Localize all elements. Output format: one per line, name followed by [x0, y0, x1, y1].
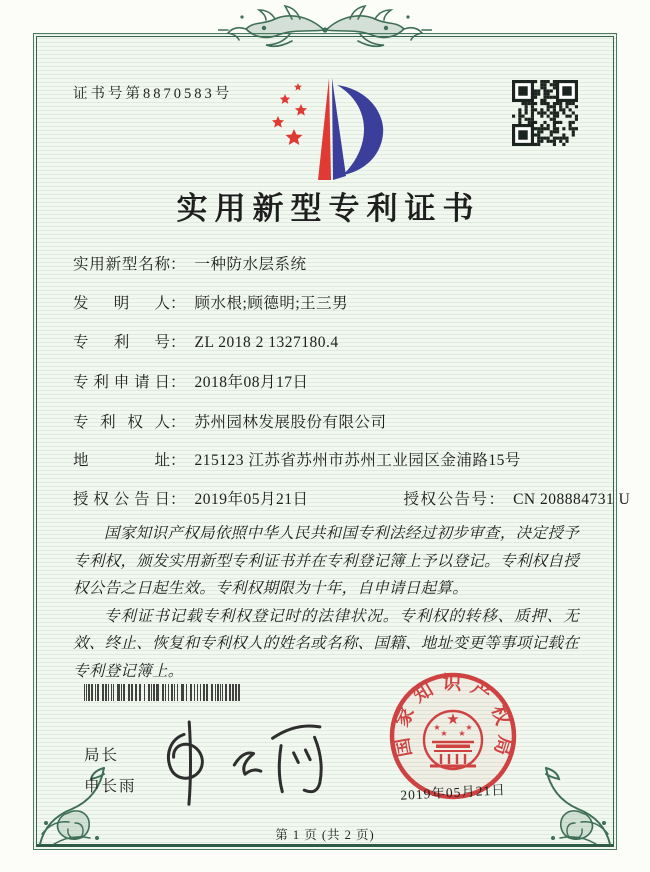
grant-number-value: CN 208884731 U [513, 491, 631, 508]
field-row-patent-number [73, 330, 581, 352]
field-colon: ： [170, 452, 186, 469]
field-row-utility-model-name [73, 252, 581, 274]
field-label: 实用新型名称 [73, 256, 170, 273]
field-colon: ： [488, 491, 505, 508]
field-colon: ： [170, 491, 186, 508]
field-row-inventors [73, 291, 581, 313]
svg-text:★: ★ [465, 723, 473, 732]
svg-text:★: ★ [446, 710, 460, 728]
svg-text:★: ★ [433, 723, 441, 732]
field-value: 苏州园林发展股份有限公司 [194, 414, 387, 431]
svg-text:★: ★ [440, 729, 448, 738]
field-row-filing-date [73, 370, 581, 392]
field-value: 215123 江苏省苏州市苏州工业园区金浦路15号 [194, 452, 521, 469]
field-row-patentee [73, 410, 581, 432]
field-value: 一种防水层系统 [194, 256, 307, 273]
seal-date: 2019年05月21日 [400, 782, 507, 803]
field-label: 地址 [73, 452, 170, 469]
field-label: 专利申请日 [73, 374, 170, 391]
field-value: 2018年08月17日 [194, 374, 309, 391]
grant-number-label: 授权公告号 [403, 491, 489, 508]
field-colon: ： [170, 295, 186, 312]
page-footer: 第 1 页 (共 2 页) [275, 828, 375, 842]
cnipa-logo-icon [252, 72, 392, 190]
field-label: 专利权人 [73, 414, 170, 431]
officer-title: 局长 [84, 747, 120, 764]
field-value: 顾水根;顾德明;王三男 [194, 295, 349, 312]
field-label: 发明人 [73, 295, 170, 312]
field-label: 授权公告日 [73, 491, 170, 508]
field-colon: ： [170, 256, 186, 273]
field-row-grant-date-and-number [73, 487, 631, 509]
top-flourish-ornament [218, 3, 432, 55]
body-paragraph-1: 国家知识产权局依照中华人民共和国专利法经过初步审查，决定授予专利权，颁发实用新型专利证书并在专利登记簿上予以登记。专利权自授权公告之日起生效。专利权期限为十年，自申请日起算。 [73, 525, 579, 597]
field-colon: ： [170, 414, 186, 431]
barcode [84, 684, 244, 701]
officer-name: 申长雨 [84, 778, 137, 795]
officer-block [84, 740, 137, 802]
field-colon: ： [170, 374, 186, 391]
seal-text: 国家知识产权局 [390, 672, 516, 766]
field-row-address [73, 448, 581, 470]
signature-handwriting [148, 710, 348, 810]
qr-code [512, 80, 578, 146]
certificate-number: 证书号第8870583号 [73, 86, 233, 102]
field-value: ZL 2018 2 1327180.4 [194, 334, 339, 351]
body-paragraph-2: 专利证书记载专利权登记时的法律状况。专利权的转移、质押、无效、终止、恢复和专利权人的姓名或名称、国籍、地址变更等事项记载在专利登记簿上。 [73, 607, 579, 680]
field-colon: ： [170, 334, 186, 351]
field-label: 专利号 [73, 334, 170, 351]
certificate-title: 实用新型专利证书 [176, 191, 481, 226]
field-value: 2019年05月21日 [194, 491, 309, 508]
svg-text:★: ★ [458, 729, 466, 738]
